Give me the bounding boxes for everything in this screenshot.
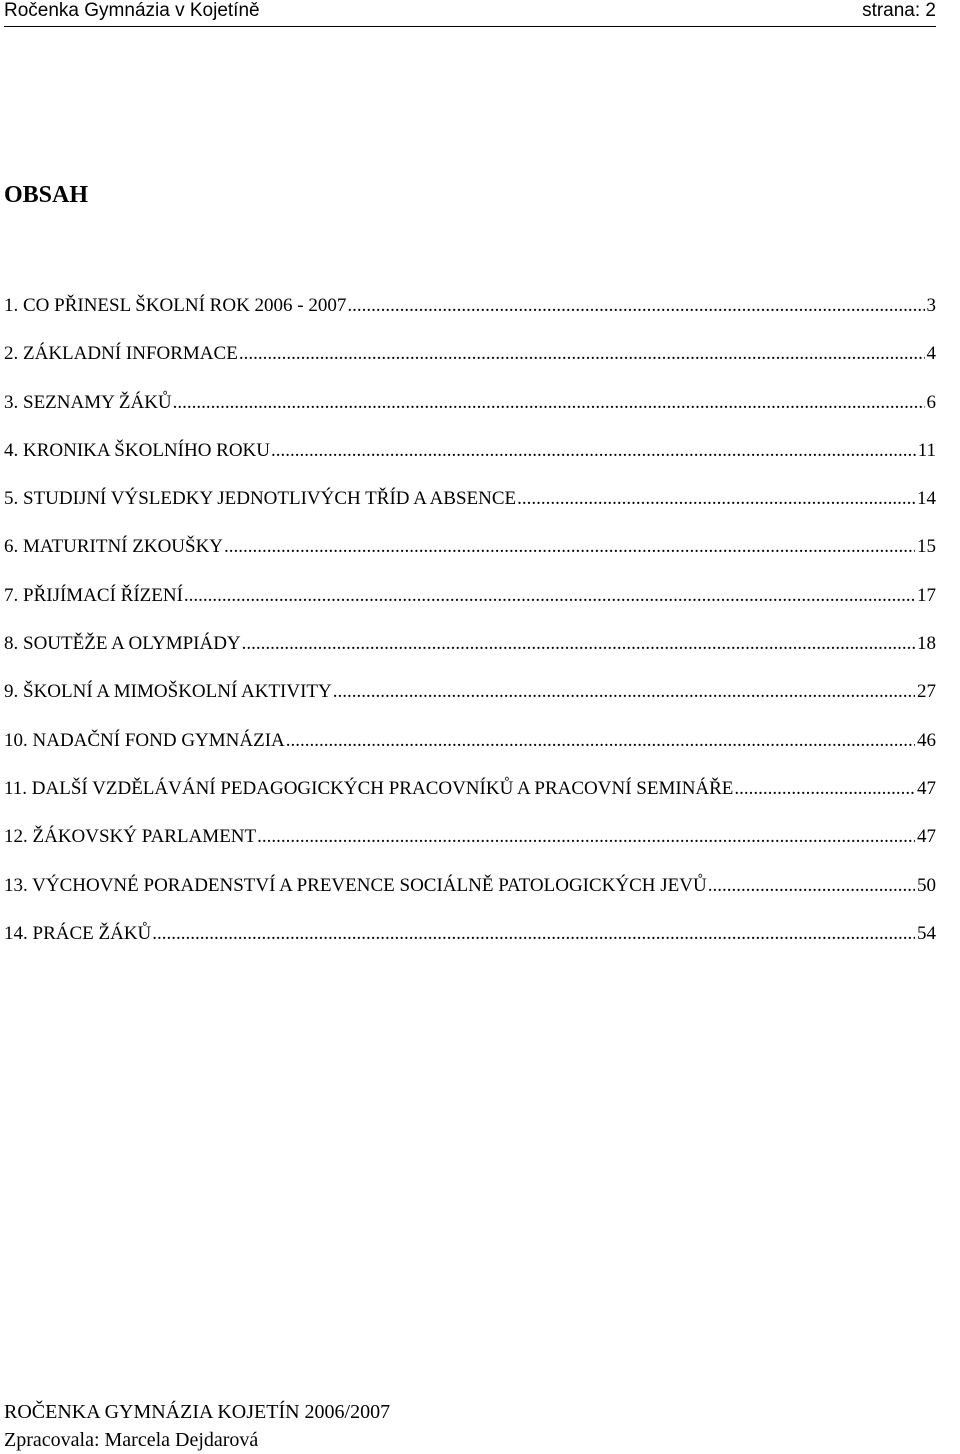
toc-entry-label: 6. MATURITNÍ ZKOUŠKY [4,536,224,558]
toc-entry-label: 4. KRONIKA ŠKOLNÍHO ROKU [4,439,270,461]
toc-entry[interactable] [4,536,936,584]
toc-entry-label: 13. VÝCHOVNÉ PORADENSTVÍ A PREVENCE SOCIÁLNĚ PATOLOGICKÝCH JEVŮ [4,874,707,896]
dot-leader [257,826,915,848]
dot-leader [173,392,925,414]
toc-entry[interactable] [4,826,936,874]
toc-entry-label: 11. DALŠÍ VZDĚLÁVÁNÍ PEDAGOGICKÝCH PRACOVNÍKŮ A PRACOVNÍ SEMINÁŘE [4,777,734,799]
dot-leader [734,778,915,800]
toc-entry[interactable] [4,778,936,826]
toc-entry-label: 5. STUDIJNÍ VÝSLEDKY JEDNOTLIVÝCH TŘÍD A ABSENCE [4,488,517,510]
toc-entry[interactable] [4,392,936,440]
toc-entry-page: 50 [917,874,936,896]
toc-entry[interactable] [4,343,936,391]
document-title: Ročenka Gymnázia v Kojetíně [4,0,260,21]
toc-entry-page: 15 [917,536,936,558]
dot-leader [286,730,915,752]
toc-entry-label: 9. ŠKOLNÍ A MIMOŠKOLNÍ AKTIVITY [4,681,332,703]
dot-leader [271,440,916,462]
toc-entry[interactable] [4,488,936,536]
toc-entry-label: 3. SEZNAMY ŽÁKŮ [4,391,172,413]
dot-leader [242,633,915,655]
toc-entry-page: 18 [917,633,936,655]
toc-entry-page: 6 [926,391,936,413]
table-of-contents [4,295,936,971]
dot-leader [224,536,915,558]
toc-entry-page: 47 [917,826,936,848]
page-number: strana: 2 [862,0,936,21]
toc-entry[interactable] [4,295,936,343]
dot-leader [184,585,915,607]
footer-yearbook-title: ROČENKA GYMNÁZIA KOJETÍN 2006/2007 [4,1401,391,1423]
dot-leader [708,875,915,897]
toc-entry-page: 54 [917,922,936,944]
toc-entry-page: 3 [926,295,936,316]
toc-entry-label: 10. NADAČNÍ FOND GYMNÁZIA [4,729,285,751]
page-header [4,0,936,27]
toc-entry-label: 8. SOUTĚŽE A OLYMPIÁDY [4,633,241,655]
footer-author: Zpracovala: Marcela Dejdarová [4,1429,259,1451]
toc-entry-page: 14 [917,488,936,510]
toc-entry-page: 27 [917,681,936,703]
toc-entry-page: 46 [917,729,936,751]
page-footer [4,1398,390,1454]
dot-leader [239,343,925,365]
toc-heading: OBSAH [4,182,89,208]
toc-entry[interactable] [4,730,936,778]
toc-entry-page: 17 [917,584,936,606]
toc-entry[interactable] [4,633,936,681]
toc-entry[interactable] [4,875,936,923]
toc-entry[interactable] [4,585,936,633]
dot-leader [333,681,915,703]
toc-entry-page: 47 [917,777,936,799]
toc-entry[interactable] [4,440,936,488]
toc-entry-page: 11 [917,439,936,461]
toc-entry-label: 1. CO PŘINESL ŠKOLNÍ ROK 2006 - 2007 [4,295,347,316]
dot-leader [347,295,924,317]
toc-entry-label: 12. ŽÁKOVSKÝ PARLAMENT [4,826,257,848]
toc-entry-label: 7. PŘIJÍMACÍ ŘÍZENÍ [4,584,183,606]
dot-leader [152,923,915,945]
toc-entry[interactable] [4,681,936,729]
toc-entry-label: 2. ZÁKLADNÍ INFORMACE [4,343,238,365]
toc-entry-label: 14. PRÁCE ŽÁKŮ [4,922,152,944]
toc-entry-page: 4 [926,343,936,365]
toc-entry[interactable] [4,923,936,971]
dot-leader [517,488,915,510]
